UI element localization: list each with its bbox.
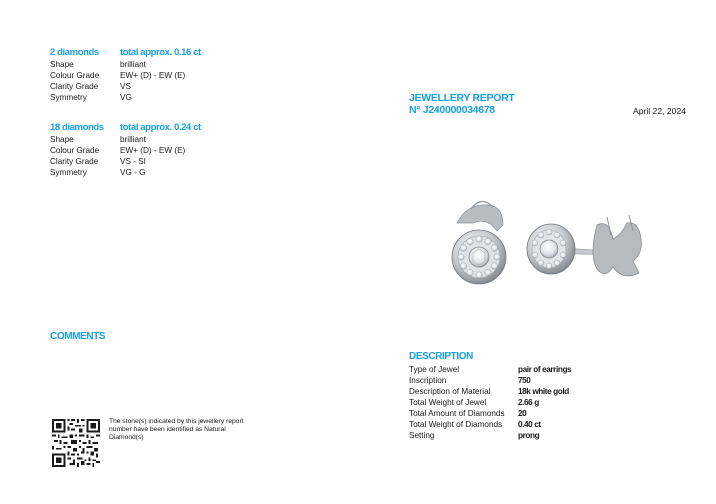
diamond-row — [50, 81, 250, 92]
row-label: Total Amount of Diamonds — [409, 409, 505, 418]
row-label: Shape — [50, 60, 74, 69]
row-value: VS — [120, 82, 131, 91]
diamond-row — [50, 167, 250, 178]
diamond-group-total: total approx. 0.24 ct — [120, 122, 201, 133]
row-label: Description of Material — [409, 387, 491, 396]
row-label: Colour Grade — [50, 71, 100, 80]
comments-title: COMMENTS — [50, 331, 106, 342]
description-row — [409, 397, 571, 408]
row-label: Total Weight of Diamonds — [409, 420, 503, 429]
row-label: Symmetry — [50, 168, 87, 177]
row-value: prong — [518, 431, 540, 440]
description-row — [409, 419, 571, 430]
left-earring — [452, 201, 506, 284]
row-label: Colour Grade — [50, 146, 100, 155]
diamond-row — [50, 134, 250, 145]
row-label: Setting — [409, 431, 435, 440]
row-value: brilliant — [120, 60, 146, 69]
description-row — [409, 386, 571, 397]
description-row — [409, 364, 571, 375]
row-label: Total Weight of Jewel — [409, 398, 487, 407]
row-value: 0.40 ct — [518, 420, 541, 429]
row-value: EW+ (D) - EW (E) — [120, 71, 186, 80]
row-label: Shape — [50, 135, 74, 144]
diamond-row — [50, 92, 250, 103]
diamond-group-header — [50, 46, 250, 59]
diamond-row — [50, 156, 250, 167]
diamond-group-header — [50, 121, 250, 134]
description-title: DESCRIPTION — [409, 351, 473, 362]
right-earring — [527, 215, 641, 276]
diamond-group-title: 18 diamonds — [50, 122, 104, 133]
diamond-group-title: 2 diamonds — [50, 47, 99, 58]
row-value: EW+ (D) - EW (E) — [120, 146, 186, 155]
qr-note: The stone(s) indicated by this jewellery report number have been identified as Natural Diamond(s) — [109, 418, 244, 441]
row-label: Type of Jewel — [409, 365, 460, 374]
description-row — [409, 430, 571, 441]
row-value: brilliant — [120, 135, 146, 144]
report-heading — [409, 93, 514, 116]
diamond-group-18 — [50, 121, 250, 178]
row-label: Clarity Grade — [50, 157, 99, 166]
qr-code-icon — [52, 419, 100, 467]
row-value: 2.66 g — [518, 398, 539, 407]
diamond-row — [50, 145, 250, 156]
row-label: Inscription — [409, 376, 447, 385]
report-title: JEWELLERY REPORT — [409, 92, 515, 104]
row-value: 750 — [518, 376, 531, 385]
row-value: 18k white gold — [518, 387, 569, 396]
row-value: VG — [120, 93, 132, 102]
diamond-group-total: total approx. 0.16 ct — [120, 47, 201, 58]
row-value: pair of earrings — [518, 365, 572, 374]
row-value: VG - G — [120, 168, 146, 177]
report-number: N° J240000034678 — [409, 103, 495, 116]
earrings-photo — [437, 195, 649, 291]
report-date: April 22, 2024 — [632, 106, 686, 116]
diamond-row — [50, 70, 250, 81]
row-label: Clarity Grade — [50, 82, 99, 91]
description-row — [409, 375, 571, 386]
row-value: VS - SI — [120, 157, 146, 166]
description-row — [409, 408, 571, 419]
description-table — [409, 364, 571, 441]
diamond-group-2 — [50, 46, 250, 103]
row-value: 20 — [518, 409, 527, 418]
diamond-row — [50, 59, 250, 70]
row-label: Symmetry — [50, 93, 87, 102]
